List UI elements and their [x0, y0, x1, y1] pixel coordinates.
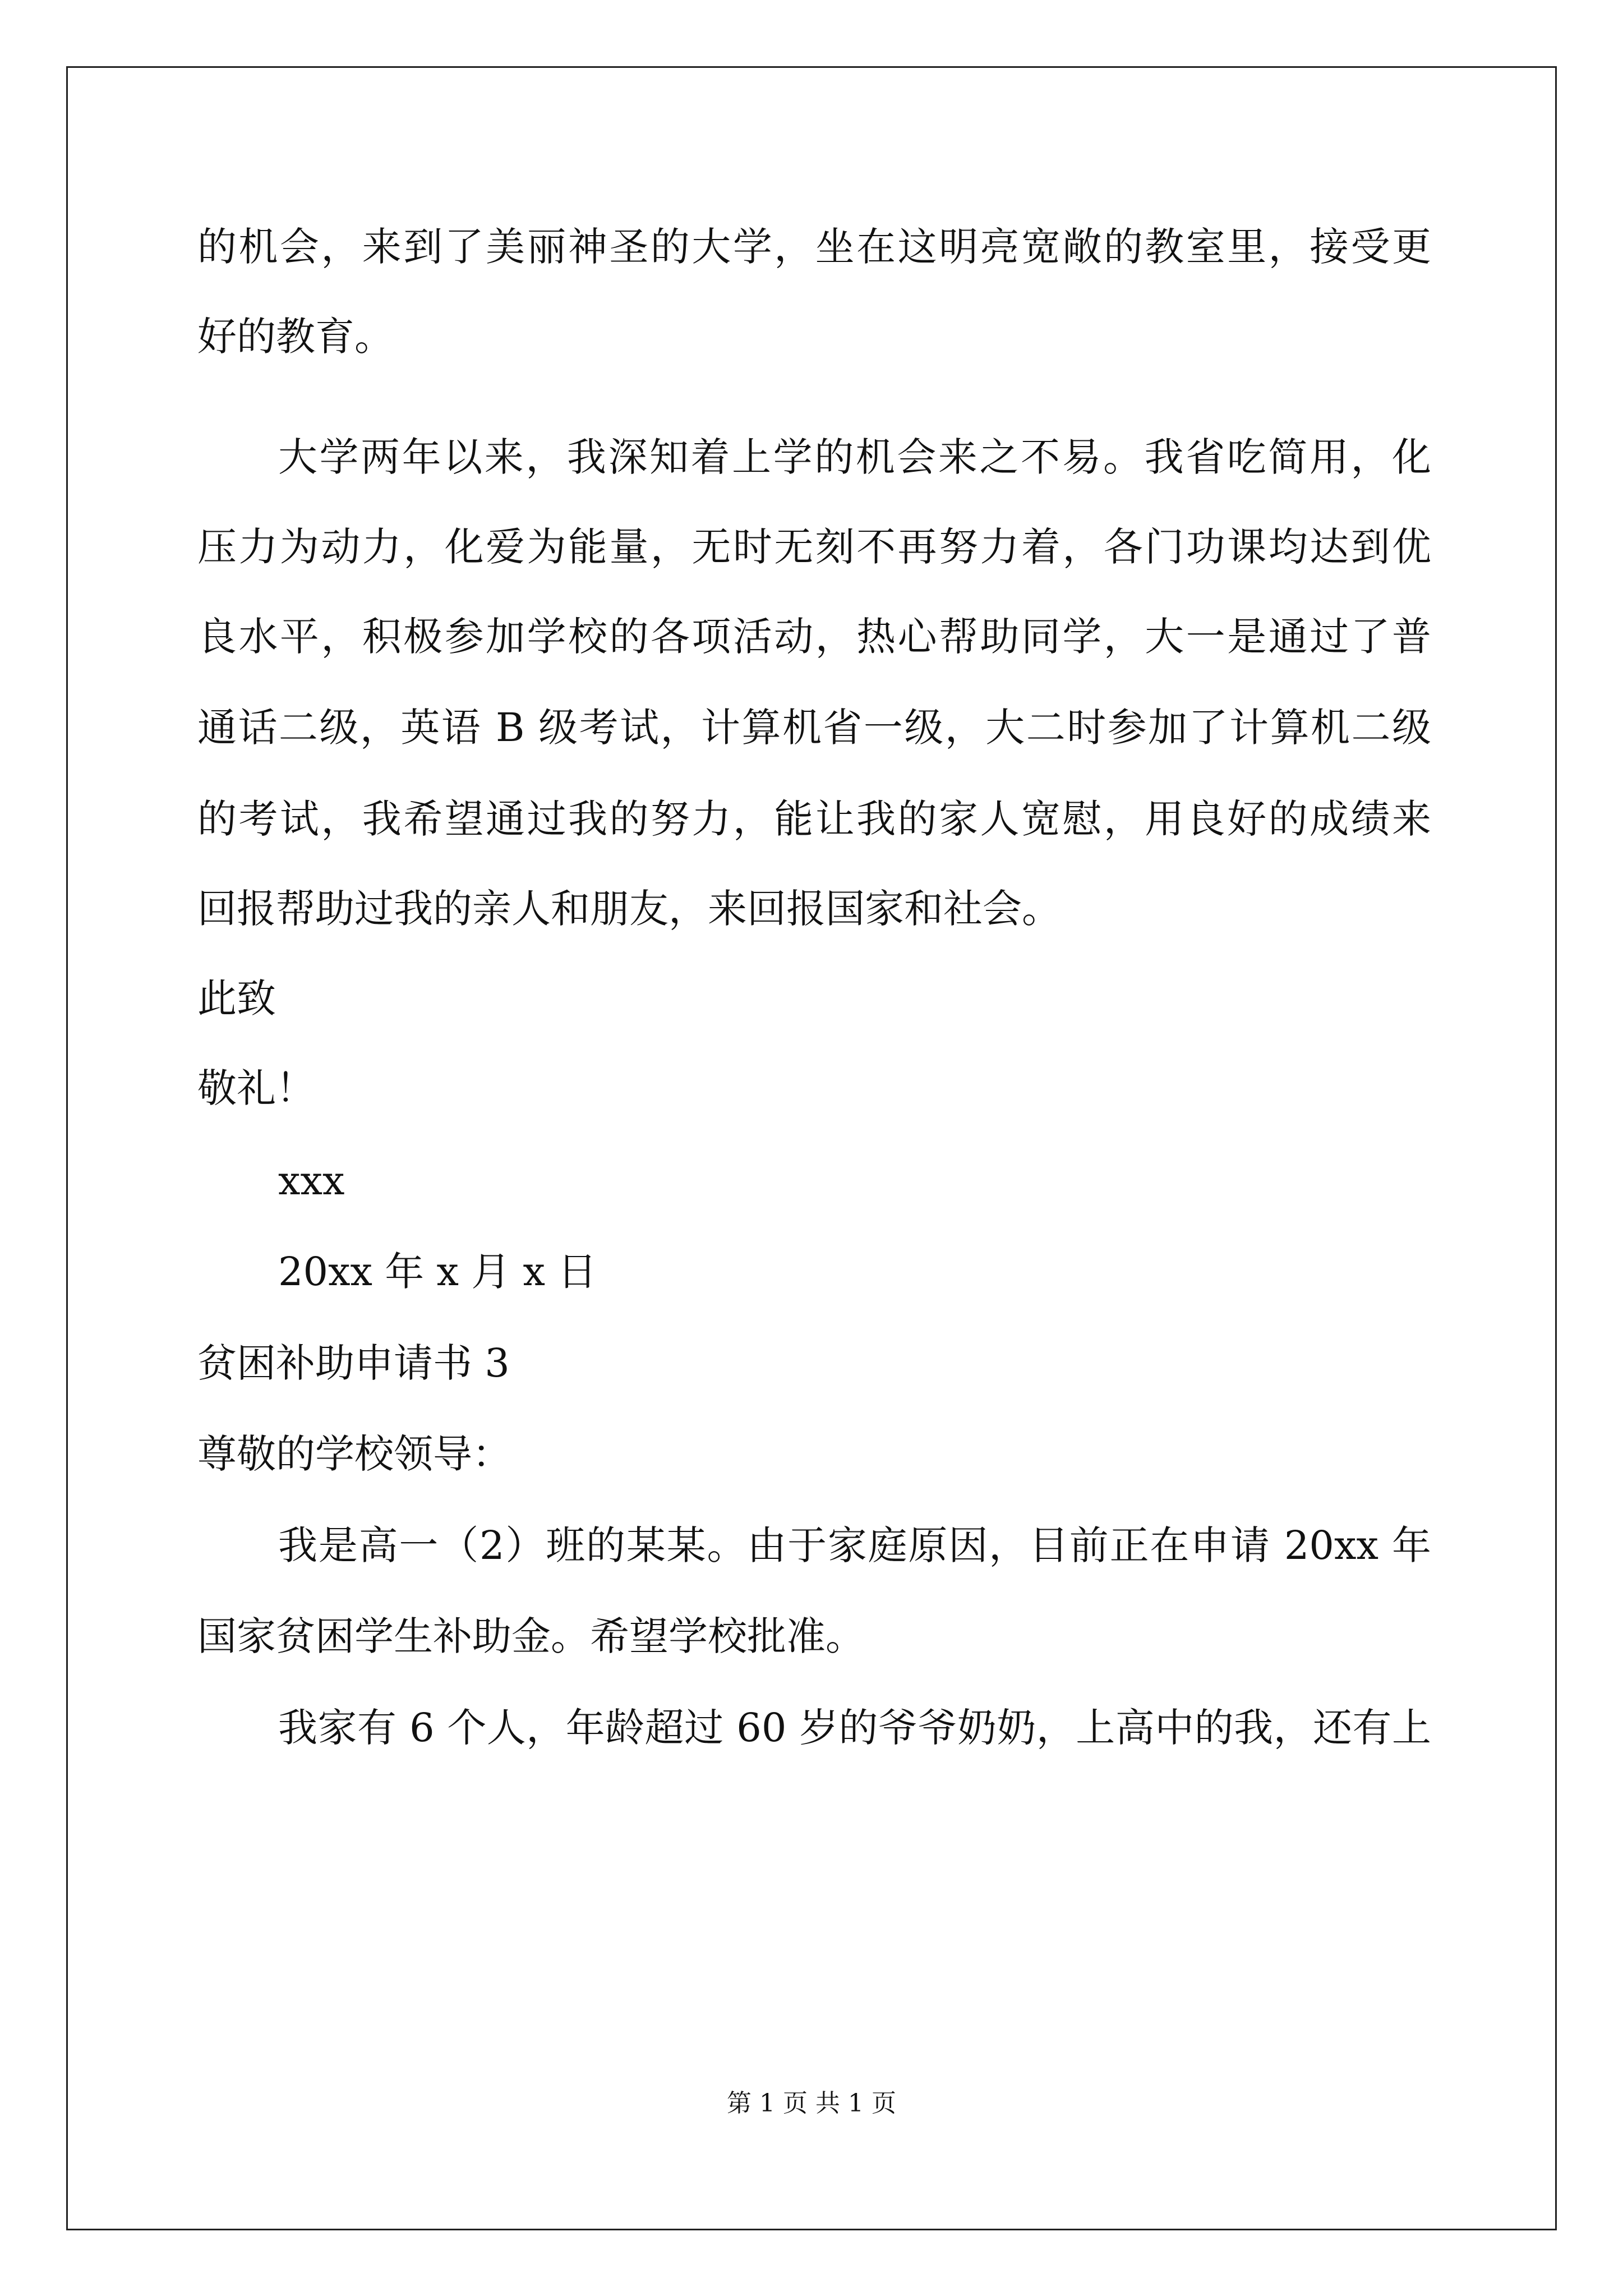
- signature-date: 20xx 年 x 月 x 日: [278, 1249, 597, 1295]
- paragraph-line: 我是高一（2）班的某某。由于家庭原因，目前正在申请 20xx 年: [278, 1522, 1431, 1568]
- paragraph-line: 的机会，来到了美丽神圣的大学，坐在这明亮宽敞的教室里，接受更: [197, 224, 1431, 270]
- section-title: 贫困补助申请书 3: [197, 1340, 510, 1386]
- paragraph-line: 良水平，积极参加学校的各项活动，热心帮助同学，大一是通过了普: [197, 614, 1431, 660]
- page-border: [66, 66, 1557, 2230]
- salutation-closing: 此致: [197, 976, 276, 1022]
- paragraph-line: 回报帮助过我的亲人和朋友，来回报国家和社会。: [197, 886, 1061, 932]
- page-footer: 第 1 页 共 1 页: [727, 2089, 896, 2118]
- paragraph-line: 压力为动力，化爱为能量，无时无刻不再努力着，各门功课均达到优: [197, 524, 1431, 570]
- paragraph-line: 好的教育。: [197, 314, 394, 360]
- letter-greeting: 尊敬的学校领导：: [197, 1431, 511, 1477]
- paragraph-line: 大学两年以来，我深知着上学的机会来之不易。我省吃简用，化: [278, 434, 1431, 480]
- salutation-regards: 敬礼！: [197, 1065, 315, 1111]
- paragraph-line: 通话二级，英语 B 级考试，计算机省一级，大二时参加了计算机二级: [197, 705, 1431, 751]
- signature-name: xxx: [278, 1158, 345, 1204]
- paragraph-line: 我家有 6 个人，年龄超过 60 岁的爷爷奶奶，上高中的我，还有上: [278, 1705, 1431, 1751]
- paragraph-line: 国家贫困学生补助金。希望学校批准。: [197, 1613, 865, 1659]
- paragraph-line: 的考试，我希望通过我的努力，能让我的家人宽慰，用良好的成绩来: [197, 796, 1431, 842]
